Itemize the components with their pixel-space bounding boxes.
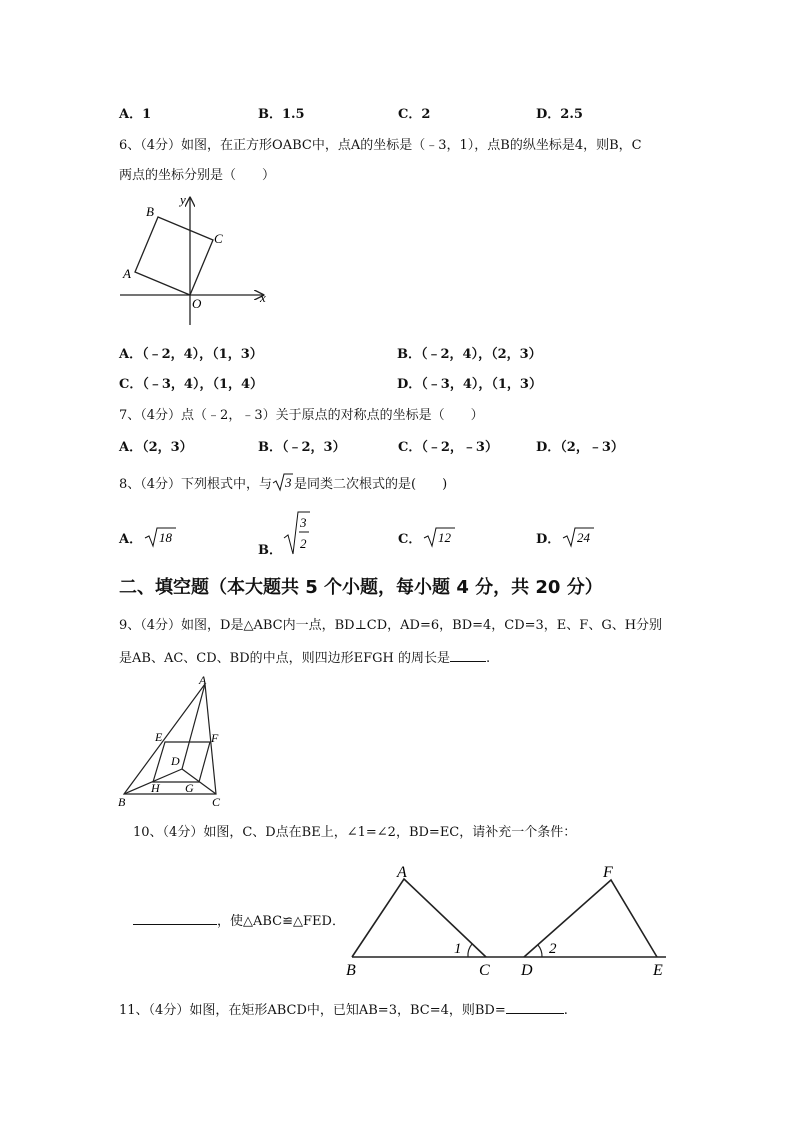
q8-option-a-letter: A． <box>119 532 143 547</box>
label-o: O <box>192 296 202 311</box>
label-d: D <box>171 754 180 768</box>
label-y: y <box>180 192 186 207</box>
label-angle-2: 2 <box>549 941 557 957</box>
q6-stem-line1: 6、（4分）如图，在正方形OABC中，点A的坐标是（﹣3，1），点B的纵坐标是4，则B，C <box>119 138 642 153</box>
q10-triangles-figure <box>338 858 678 983</box>
q5-option-c: C．2 <box>398 107 431 122</box>
q7-option-c: C．（﹣2，﹣3） <box>398 440 498 455</box>
answer-blank[interactable] <box>506 1001 564 1014</box>
label-h: H <box>151 781 160 795</box>
triangle-fed <box>524 880 657 957</box>
q6-option-c: C．（﹣3，4），（1，4） <box>119 377 264 392</box>
q8-option-b <box>258 510 312 556</box>
q10-stem-line1: 10、（4分）如图，C、D点在BE上，∠1=∠2，BD=EC，请补充一个条件： <box>133 825 577 840</box>
angle-1-arc <box>468 944 472 957</box>
q10-stem-line2 <box>133 910 345 929</box>
label-b: B <box>146 204 154 219</box>
triangle-abc <box>352 879 486 957</box>
q8-option-c <box>398 526 457 548</box>
q8-option-c-letter: C． <box>398 532 422 547</box>
label-a: A <box>397 864 407 881</box>
q6-option-b: B．（﹣2，4），（2，3） <box>397 347 542 362</box>
label-d: D <box>521 962 533 979</box>
label-f: F <box>603 864 613 881</box>
q8-option-a <box>119 526 178 548</box>
sqrt-icon <box>272 472 294 492</box>
sqrt-icon <box>560 526 596 548</box>
q5-option-d: D．2.5 <box>536 107 583 122</box>
label-b: B <box>346 962 356 979</box>
q8-option-d-radicand: 24 <box>577 530 591 545</box>
q11-stem <box>119 999 568 1018</box>
label-c: C <box>479 962 490 979</box>
angle-2-arc <box>538 945 542 957</box>
square-oabc <box>135 217 213 295</box>
q8-option-a-radicand: 18 <box>159 530 173 545</box>
q8-stem <box>119 472 447 492</box>
q5-option-a: A．1 <box>119 107 152 122</box>
q6-stem-line2: 两点的坐标分别是（ ） <box>119 168 276 183</box>
label-e: E <box>653 962 663 979</box>
answer-blank[interactable] <box>133 912 217 925</box>
q7-option-d: D．（2，﹣3） <box>536 440 624 455</box>
q11-end: . <box>563 1003 568 1018</box>
sqrt-icon <box>421 526 457 548</box>
q7-option-b: B．（﹣2，3） <box>258 440 346 455</box>
q8-suffix: 是同类二次根式的是( ) <box>294 477 448 492</box>
q7-option-a: A．（2，3） <box>119 440 193 455</box>
label-f: F <box>211 731 219 745</box>
triangle-abc <box>124 684 216 794</box>
q8-option-b-letter: B． <box>258 543 282 558</box>
section-heading: 二、填空题（本大题共 5 个小题，每小题 4 分，共 20 分） <box>119 577 603 598</box>
label-c: C <box>214 231 223 246</box>
label-g: G <box>185 781 194 795</box>
label-e: E <box>155 730 163 744</box>
q6-coordinate-figure <box>118 190 278 330</box>
q8-prefix: 8、（4分）下列根式中，与 <box>119 477 273 492</box>
label-angle-1: 1 <box>454 941 462 957</box>
sqrt-fraction-icon <box>282 510 312 556</box>
sqrt-icon <box>142 526 178 548</box>
q8-option-b-numerator: 3 <box>300 515 307 530</box>
q9-triangle-figure <box>115 672 230 812</box>
q9-stem-line2 <box>119 647 490 666</box>
q10-line2-text: ，使△ABC≌△FED． <box>217 914 345 929</box>
label-c: C <box>212 795 221 809</box>
label-a: A <box>123 266 131 281</box>
q6-option-a: A．（﹣2，4），（1，3） <box>119 347 263 362</box>
q8-option-d <box>536 526 596 548</box>
q6-option-d: D．（﹣3，4），（1，3） <box>397 377 542 392</box>
q8-option-d-letter: D． <box>536 532 561 547</box>
q5-option-b: B．1.5 <box>258 107 305 122</box>
q9-line2-text: 是AB、AC、CD、BD的中点，则四边形EFGH 的周长是 <box>119 651 450 666</box>
label-x: x <box>260 290 266 305</box>
answer-blank[interactable] <box>450 649 486 662</box>
q9-stem-line1: 9、（4分）如图，D是△ABC内一点，BD⊥CD，AD=6，BD=4，CD=3，E、F、G、H分别 <box>119 618 663 633</box>
q8-option-b-denominator: 2 <box>300 536 307 551</box>
quadrilateral-efgh <box>153 742 210 782</box>
q8-radicand: 3 <box>285 475 292 490</box>
q7-stem: 7、（4分）点（﹣2，﹣3）关于原点的对称点的坐标是（ ） <box>119 408 484 423</box>
label-b: B <box>118 795 126 809</box>
label-a: A <box>199 673 207 687</box>
q8-option-c-radicand: 12 <box>438 530 452 545</box>
q11-text: 11、（4分）如图，在矩形ABCD中，已知AB=3，BC=4，则BD= <box>119 1003 506 1018</box>
q9-line2-end: . <box>486 651 491 666</box>
